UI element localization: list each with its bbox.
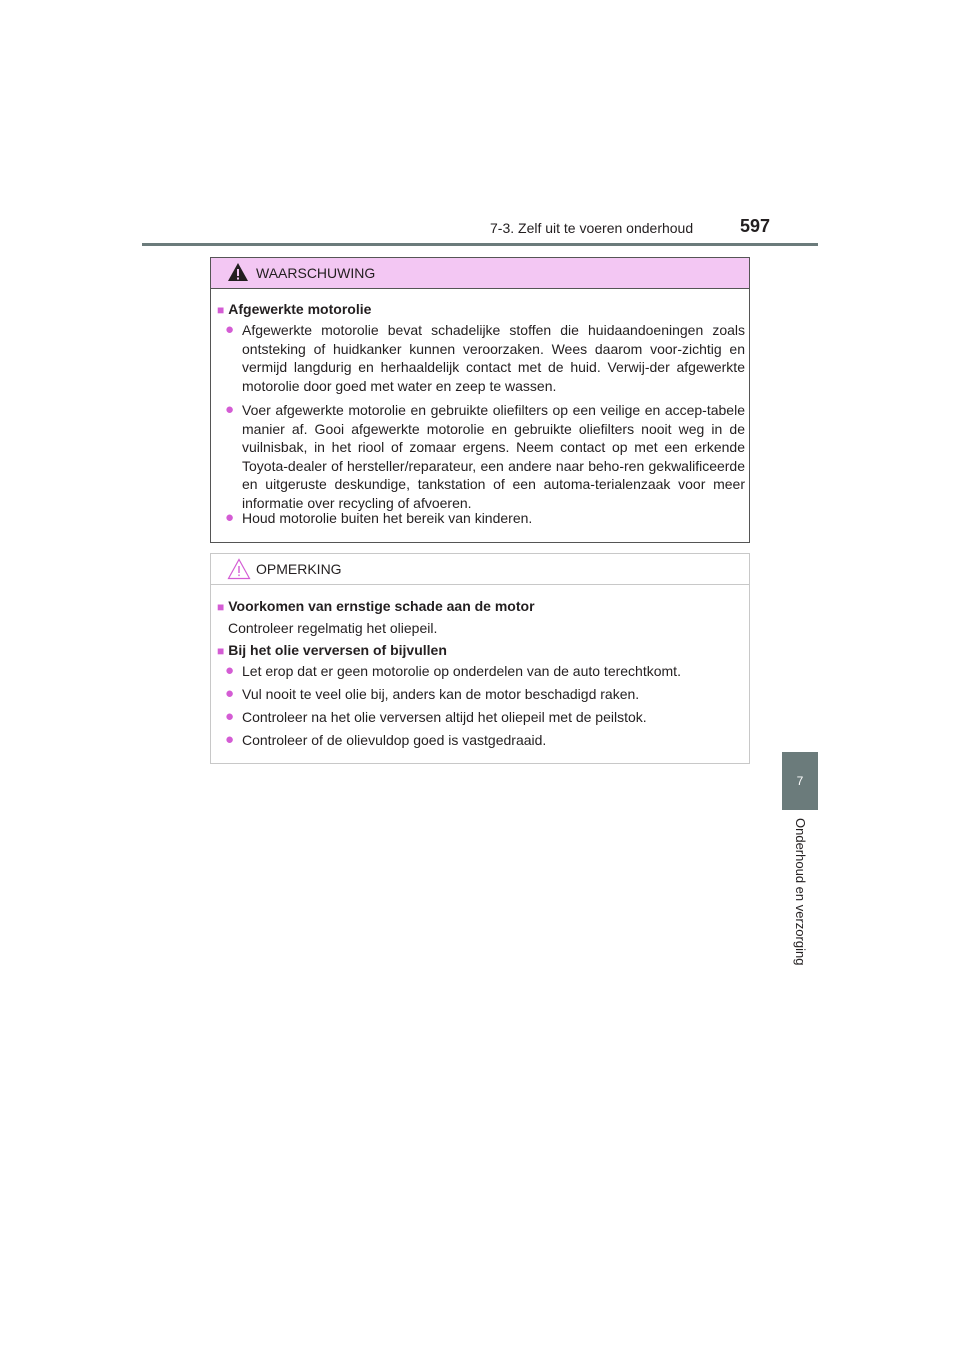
note-section-body-1: Controleer regelmatig het oliepeil. <box>228 620 438 636</box>
list-item-text: Controleer na het olie verversen altijd het oliepeil met de peilstok. <box>242 709 647 725</box>
list-item <box>225 708 745 727</box>
bullet-icon: ● <box>225 401 235 418</box>
note-box <box>210 553 750 764</box>
list-item-text: Houd motorolie buiten het bereik van kinderen. <box>242 510 533 526</box>
list-item <box>225 685 745 704</box>
bullet-icon: ● <box>225 662 235 679</box>
warning-section-text: Afgewerkte motorolie <box>228 301 372 317</box>
list-item-text: Voer afgewerkte motorolie en gebruikte oliefilters op een veilige en accep-tabele manier af. Gooi afgewerkte motorolie en gebruikte oliefilters nooit weg in de vuilnisbak, in het riool of zomaar ergens. Neem contact op met een erkende Toyota-dealer of hersteller/reparateur, een andere naar beho-ren gekwalificeerde en uitgeruste deskundige, tankstation of een automa-terialenzaak voor meer informatie over recycling of afvoeren. <box>242 402 745 511</box>
caution-triangle-icon <box>227 558 251 580</box>
chapter-side-label: Onderhoud en verzorging <box>793 818 808 966</box>
page-number: 597 <box>740 216 771 236</box>
chapter-tab: 7 <box>782 752 818 810</box>
square-bullet-icon: ■ <box>217 303 225 317</box>
chapter-side-label-wrap <box>775 818 825 984</box>
list-item <box>225 321 745 395</box>
bullet-icon: ● <box>225 708 235 725</box>
list-item <box>225 662 745 681</box>
warning-section-title <box>217 301 371 317</box>
note-section-text-1: Voorkomen van ernstige schade aan de motor <box>228 598 535 614</box>
list-item <box>225 509 745 528</box>
square-bullet-icon: ■ <box>217 644 225 658</box>
warning-triangle-icon <box>227 262 249 282</box>
note-label: OPMERKING <box>256 561 342 577</box>
header-rule <box>142 243 818 246</box>
bullet-icon: ● <box>225 509 235 526</box>
list-item <box>225 731 745 750</box>
section-header: 7-3. Zelf uit te voeren onderhoud <box>490 220 694 236</box>
warning-header <box>211 258 749 289</box>
warning-box <box>210 257 750 543</box>
warning-label: WAARSCHUWING <box>256 265 376 281</box>
bullet-icon: ● <box>225 685 235 702</box>
note-header <box>211 554 749 585</box>
note-section-title-2 <box>217 642 447 658</box>
list-item-text: Afgewerkte motorolie bevat schadelijke stoffen die huidaandoeningen zoals ontsteking of huidkanker kunnen veroorzaken. Wees daarom voor-zichtig en vermijd langdurig en herhaaldelijk contact met de huid. Verwij-der afgewerkte motorolie door goed met water en zeep te wassen. <box>242 322 745 394</box>
bullet-icon: ● <box>225 321 235 338</box>
list-item-text: Controleer of de olievuldop goed is vastgedraaid. <box>242 732 547 748</box>
note-section-text-2: Bij het olie verversen of bijvullen <box>228 642 447 658</box>
square-bullet-icon: ■ <box>217 600 225 614</box>
list-item-text: Vul nooit te veel olie bij, anders kan de motor beschadigd raken. <box>242 686 640 702</box>
list-item-text: Let erop dat er geen motorolie op onderdelen van de auto terechtkomt. <box>242 663 681 679</box>
note-section-title-1 <box>217 598 535 614</box>
list-item <box>225 401 745 512</box>
bullet-icon: ● <box>225 731 235 748</box>
